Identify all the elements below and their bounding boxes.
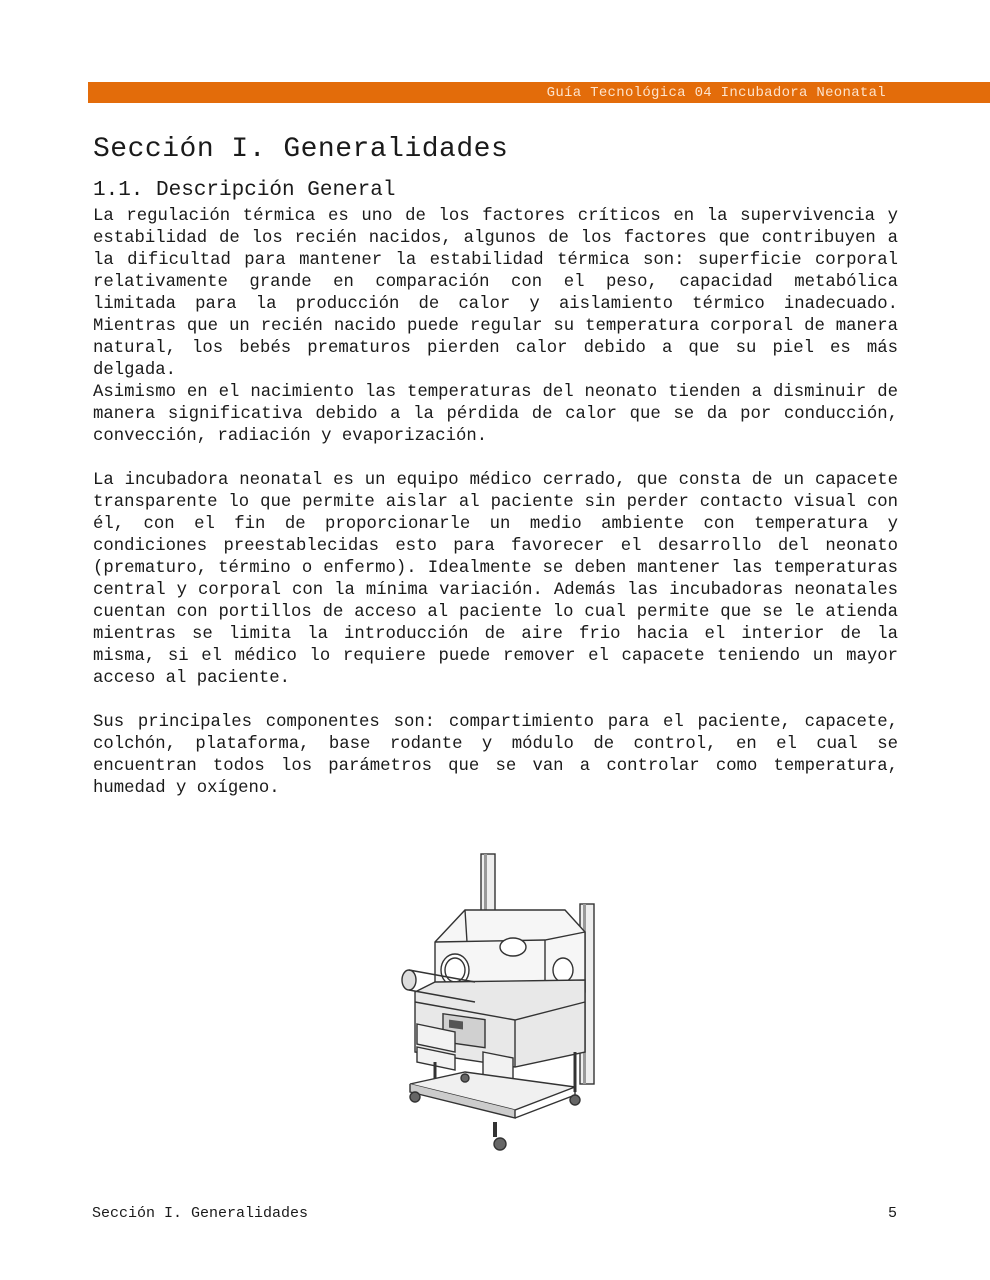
- header-title: Guía Tecnológica 04 Incubadora Neonatal: [546, 85, 886, 101]
- paragraph-3: La incubadora neonatal es un equipo médico cerrado, que consta de un capacete transparente lo que permite aislar al paciente sin perder contacto visual con él, con el fin de proporcionarle un medio ambiente con temperatura y condiciones preestablecidas esto para favorecer el desarrollo del neonato (prematuro, término o enfermo). Idealmente se deben mantener las temperaturas central y corporal con la mínima variación. Además las incubadoras neonatales cuentan con portillos de acceso al paciente lo cual permite que se le atienda mientras se limita la introducción de aire frio hacia el interior de la misma, si el médico lo requiere puede remover el capacete teniendo un mayor acceso al paciente.: [93, 471, 898, 688]
- footer-section-label: Sección I. Generalidades: [92, 1205, 309, 1222]
- paragraph-2: Asimismo en el nacimiento las temperaturas del neonato tienden a disminuir de manera significativa debido a la pérdida de calor que se da por conducción, convección, radiación y evaporización.: [93, 383, 898, 446]
- page-content: [93, 130, 898, 800]
- paragraph-1: La regulación térmica es uno de los factores críticos en la supervivencia y estabilidad de los recién nacidos, algunos de los factores que contribuyen a la dificultad para mantener la estabilidad térmica son: superficie corporal relativamente grande en comparación con el peso, capacidad metabólica limitada para la producción de calor y aislamiento térmico inadecuado. Mientras que un recién nacido puede regular su temperatura corporal de manera natural, los bebés prematuros pierden calor debido a que su piel es más delgada.: [93, 207, 898, 380]
- incubator-illustration: [395, 852, 605, 1157]
- section-title: Sección I. Generalidades: [93, 134, 509, 165]
- paragraph-4: Sus principales componentes son: compartimiento para el paciente, capacete, colchón, plataforma, base rodante y módulo de control, en el cual se encuentran todos los parámetros que se van a controlar como temperatura, humedad y oxígeno.: [93, 713, 898, 798]
- footer-page-number: 5: [888, 1205, 898, 1222]
- header-bar: [88, 82, 990, 103]
- section-subtitle: 1.1. Descripción General: [93, 179, 396, 202]
